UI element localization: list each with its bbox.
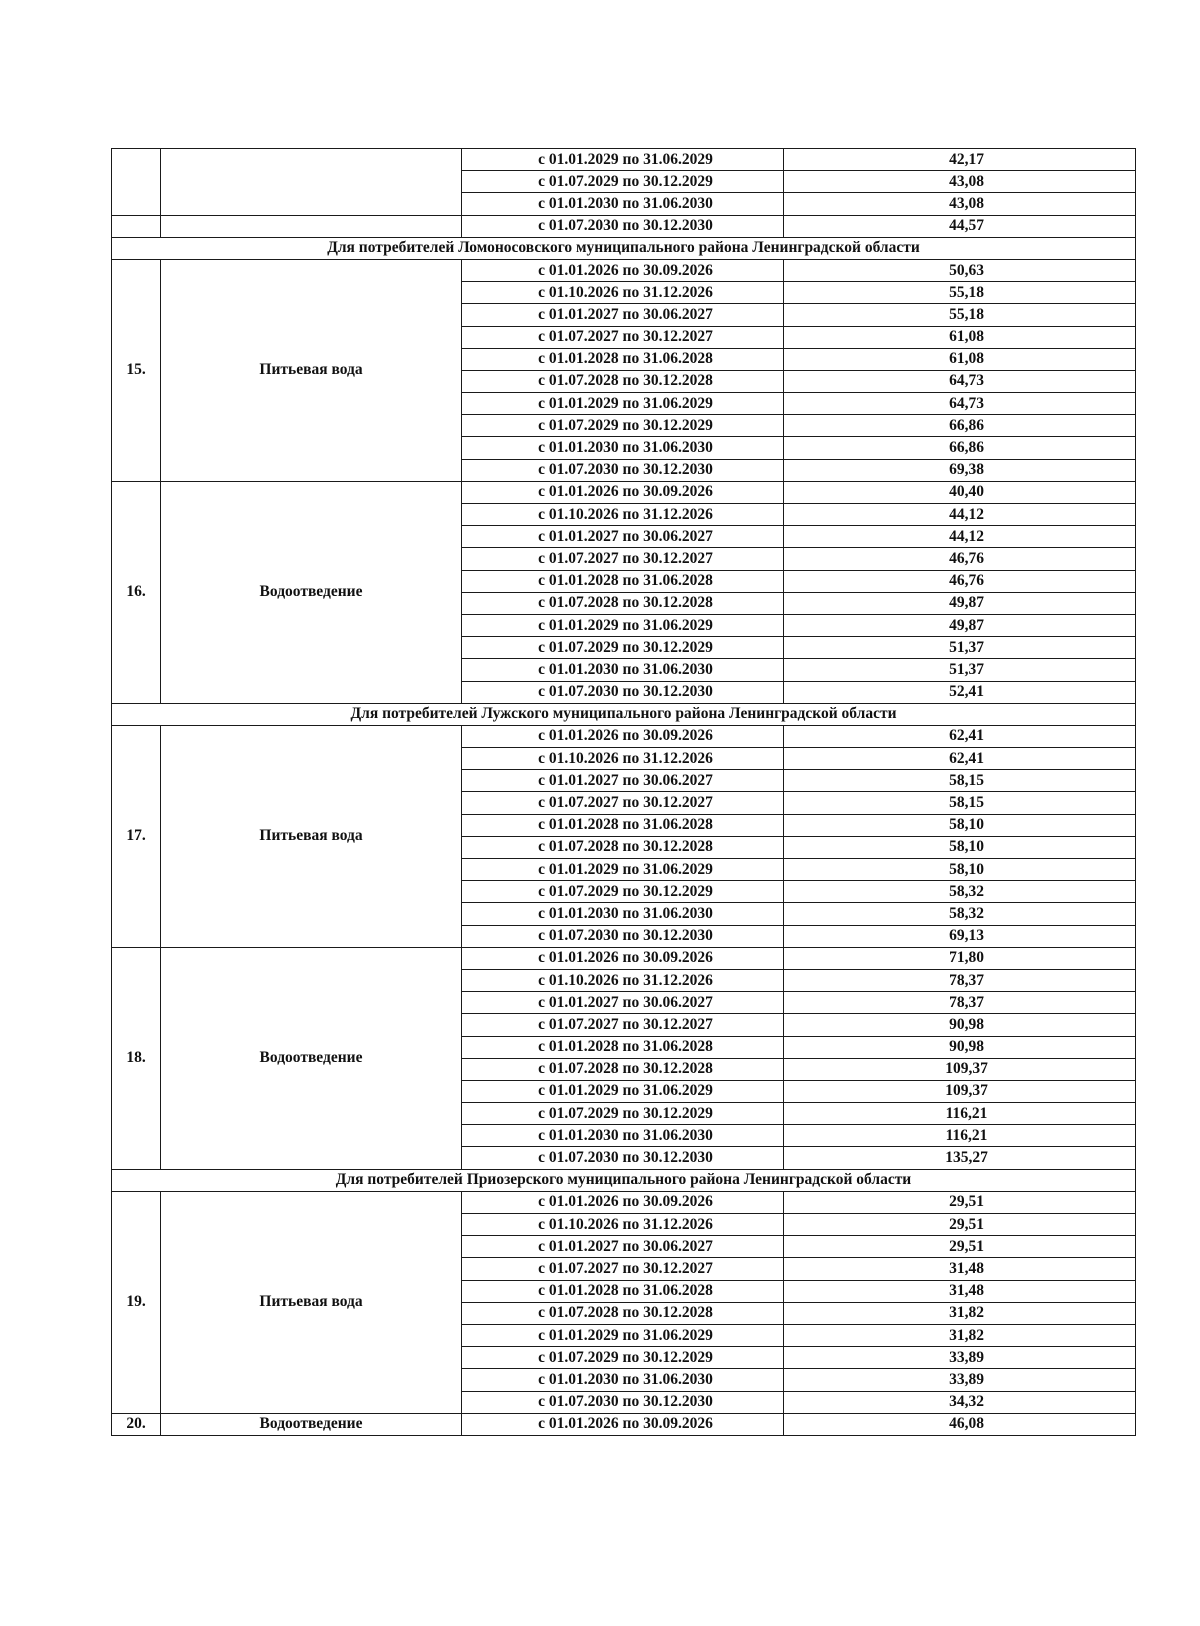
period-cell: с 01.07.2029 по 30.12.2029 <box>462 415 784 437</box>
period-cell: с 01.07.2028 по 30.12.2028 <box>462 836 784 858</box>
period-cell: с 01.01.2029 по 31.06.2029 <box>462 614 784 636</box>
tariff-value-cell: 58,15 <box>784 770 1136 792</box>
tariff-value-cell: 62,41 <box>784 748 1136 770</box>
table-row <box>112 149 1136 171</box>
period-cell: с 01.07.2027 по 30.12.2027 <box>462 792 784 814</box>
period-cell: с 01.01.2030 по 31.06.2030 <box>462 1125 784 1147</box>
period-cell: с 01.07.2030 по 30.12.2030 <box>462 1147 784 1169</box>
tariff-value-cell: 55,18 <box>784 282 1136 304</box>
item-number: 15. <box>112 259 161 481</box>
period-cell: с 01.01.2027 по 30.06.2027 <box>462 770 784 792</box>
service-name: Питьевая вода <box>161 1191 462 1413</box>
period-cell: с 01.07.2027 по 30.12.2027 <box>462 1014 784 1036</box>
tariff-value-cell: 135,27 <box>784 1147 1136 1169</box>
service-cell <box>161 215 462 237</box>
item-number-cell <box>112 149 161 216</box>
section-title: Для потребителей Лужского муниципального района Ленинградской области <box>112 703 1136 725</box>
tariff-value-cell: 58,10 <box>784 814 1136 836</box>
tariff-value-cell: 42,17 <box>784 149 1136 171</box>
period-cell: с 01.07.2030 по 30.12.2030 <box>462 459 784 481</box>
period-cell: с 01.01.2026 по 30.09.2026 <box>462 1191 784 1213</box>
tariff-value-cell: 34,32 <box>784 1391 1136 1413</box>
period-cell: с 01.07.2030 по 30.12.2030 <box>462 1391 784 1413</box>
tariff-value-cell: 90,98 <box>784 1036 1136 1058</box>
tariff-value-cell: 43,08 <box>784 171 1136 193</box>
period-cell: с 01.01.2030 по 31.06.2030 <box>462 437 784 459</box>
period-cell: с 01.01.2029 по 31.06.2029 <box>462 1324 784 1346</box>
tariff-value-cell: 51,37 <box>784 637 1136 659</box>
tariff-value-cell: 78,37 <box>784 992 1136 1014</box>
period-cell: с 01.01.2026 по 30.09.2026 <box>462 481 784 503</box>
item-number: 17. <box>112 725 161 947</box>
tariff-value-cell: 109,37 <box>784 1058 1136 1080</box>
service-name: Питьевая вода <box>161 725 462 947</box>
tariff-value-cell: 69,13 <box>784 925 1136 947</box>
tariff-value-cell: 49,87 <box>784 614 1136 636</box>
tariff-value-cell: 62,41 <box>784 725 1136 747</box>
tariff-value-cell: 51,37 <box>784 659 1136 681</box>
period-cell: с 01.07.2028 по 30.12.2028 <box>462 1302 784 1324</box>
tariff-value-cell: 46,76 <box>784 570 1136 592</box>
period-cell: с 01.07.2027 по 30.12.2027 <box>462 1258 784 1280</box>
section-header-row <box>112 703 1136 725</box>
tariff-value-cell: 109,37 <box>784 1080 1136 1102</box>
period-cell: с 01.07.2030 по 30.12.2030 <box>462 681 784 703</box>
period-cell: с 01.01.2028 по 31.06.2028 <box>462 1280 784 1302</box>
section-title: Для потребителей Ломоносовского муниципального района Ленинградской области <box>112 237 1136 259</box>
period-cell: с 01.01.2028 по 31.06.2028 <box>462 814 784 836</box>
period-cell: с 01.01.2030 по 31.06.2030 <box>462 659 784 681</box>
tariff-value-cell: 49,87 <box>784 592 1136 614</box>
table-row <box>112 725 1136 747</box>
item-number: 16. <box>112 481 161 703</box>
table-row <box>112 259 1136 281</box>
item-number: 20. <box>112 1413 161 1435</box>
period-cell: с 01.10.2026 по 31.12.2026 <box>462 1214 784 1236</box>
tariff-value-cell: 58,10 <box>784 836 1136 858</box>
period-cell: с 01.01.2029 по 31.06.2029 <box>462 149 784 171</box>
tariff-value-cell: 71,80 <box>784 947 1136 969</box>
period-cell: с 01.01.2026 по 30.09.2026 <box>462 725 784 747</box>
period-cell: с 01.01.2027 по 30.06.2027 <box>462 1236 784 1258</box>
section-header-row <box>112 1169 1136 1191</box>
service-name: Водоотведение <box>161 1413 462 1435</box>
item-number: 19. <box>112 1191 161 1413</box>
tariff-value-cell: 33,89 <box>784 1347 1136 1369</box>
tariff-value-cell: 61,08 <box>784 348 1136 370</box>
service-name: Водоотведение <box>161 947 462 1169</box>
period-cell: с 01.01.2030 по 31.06.2030 <box>462 193 784 215</box>
period-cell: с 01.01.2028 по 31.06.2028 <box>462 570 784 592</box>
table-row <box>112 215 1136 237</box>
period-cell: с 01.07.2029 по 30.12.2029 <box>462 1103 784 1125</box>
period-cell: с 01.10.2026 по 31.12.2026 <box>462 969 784 991</box>
tariff-value-cell: 116,21 <box>784 1103 1136 1125</box>
tariff-value-cell: 40,40 <box>784 481 1136 503</box>
period-cell: с 01.01.2026 по 30.09.2026 <box>462 1413 784 1435</box>
period-cell: с 01.07.2030 по 30.12.2030 <box>462 215 784 237</box>
tariff-value-cell: 44,57 <box>784 215 1136 237</box>
period-cell: с 01.01.2029 по 31.06.2029 <box>462 1080 784 1102</box>
period-cell: с 01.01.2027 по 30.06.2027 <box>462 992 784 1014</box>
tariff-value-cell: 58,10 <box>784 859 1136 881</box>
tariff-value-cell: 66,86 <box>784 415 1136 437</box>
service-cell <box>161 149 462 216</box>
period-cell: с 01.07.2028 по 30.12.2028 <box>462 370 784 392</box>
tariff-value-cell: 66,86 <box>784 437 1136 459</box>
tariff-value-cell: 52,41 <box>784 681 1136 703</box>
period-cell: с 01.07.2028 по 30.12.2028 <box>462 592 784 614</box>
tariff-value-cell: 31,82 <box>784 1302 1136 1324</box>
table-row <box>112 481 1136 503</box>
tariff-value-cell: 31,48 <box>784 1258 1136 1280</box>
period-cell: с 01.10.2026 по 31.12.2026 <box>462 748 784 770</box>
period-cell: с 01.01.2027 по 30.06.2027 <box>462 304 784 326</box>
period-cell: с 01.07.2029 по 30.12.2029 <box>462 637 784 659</box>
tariff-value-cell: 33,89 <box>784 1369 1136 1391</box>
period-cell: с 01.10.2026 по 31.12.2026 <box>462 504 784 526</box>
table-row <box>112 947 1136 969</box>
item-number: 18. <box>112 947 161 1169</box>
tariff-value-cell: 90,98 <box>784 1014 1136 1036</box>
period-cell: с 01.07.2029 по 30.12.2029 <box>462 171 784 193</box>
tariff-table <box>111 148 1136 1436</box>
period-cell: с 01.10.2026 по 31.12.2026 <box>462 282 784 304</box>
section-header-row <box>112 237 1136 259</box>
period-cell: с 01.01.2029 по 31.06.2029 <box>462 859 784 881</box>
period-cell: с 01.07.2027 по 30.12.2027 <box>462 548 784 570</box>
tariff-table-body <box>112 149 1136 1436</box>
period-cell: с 01.01.2026 по 30.09.2026 <box>462 947 784 969</box>
tariff-value-cell: 43,08 <box>784 193 1136 215</box>
period-cell: с 01.07.2030 по 30.12.2030 <box>462 925 784 947</box>
period-cell: с 01.01.2030 по 31.06.2030 <box>462 903 784 925</box>
tariff-value-cell: 55,18 <box>784 304 1136 326</box>
service-name: Питьевая вода <box>161 259 462 481</box>
tariff-value-cell: 116,21 <box>784 1125 1136 1147</box>
section-title: Для потребителей Приозерского муниципального района Ленинградской области <box>112 1169 1136 1191</box>
tariff-value-cell: 29,51 <box>784 1191 1136 1213</box>
tariff-value-cell: 29,51 <box>784 1214 1136 1236</box>
tariff-value-cell: 78,37 <box>784 969 1136 991</box>
period-cell: с 01.01.2028 по 31.06.2028 <box>462 1036 784 1058</box>
item-number-cell <box>112 215 161 237</box>
tariff-value-cell: 46,76 <box>784 548 1136 570</box>
tariff-value-cell: 31,82 <box>784 1324 1136 1346</box>
tariff-value-cell: 29,51 <box>784 1236 1136 1258</box>
tariff-value-cell: 50,63 <box>784 259 1136 281</box>
tariff-value-cell: 64,73 <box>784 370 1136 392</box>
period-cell: с 01.01.2030 по 31.06.2030 <box>462 1369 784 1391</box>
tariff-value-cell: 61,08 <box>784 326 1136 348</box>
period-cell: с 01.07.2029 по 30.12.2029 <box>462 1347 784 1369</box>
table-row <box>112 1191 1136 1213</box>
period-cell: с 01.01.2029 по 31.06.2029 <box>462 393 784 415</box>
period-cell: с 01.07.2029 по 30.12.2029 <box>462 881 784 903</box>
tariff-value-cell: 44,12 <box>784 526 1136 548</box>
tariff-value-cell: 44,12 <box>784 504 1136 526</box>
service-name: Водоотведение <box>161 481 462 703</box>
period-cell: с 01.01.2028 по 31.06.2028 <box>462 348 784 370</box>
tariff-value-cell: 64,73 <box>784 393 1136 415</box>
tariff-value-cell: 69,38 <box>784 459 1136 481</box>
period-cell: с 01.01.2027 по 30.06.2027 <box>462 526 784 548</box>
tariff-value-cell: 58,32 <box>784 903 1136 925</box>
tariff-value-cell: 58,15 <box>784 792 1136 814</box>
period-cell: с 01.01.2026 по 30.09.2026 <box>462 259 784 281</box>
tariff-value-cell: 58,32 <box>784 881 1136 903</box>
tariff-value-cell: 46,08 <box>784 1413 1136 1435</box>
period-cell: с 01.07.2028 по 30.12.2028 <box>462 1058 784 1080</box>
tariff-value-cell: 31,48 <box>784 1280 1136 1302</box>
table-row <box>112 1413 1136 1435</box>
period-cell: с 01.07.2027 по 30.12.2027 <box>462 326 784 348</box>
